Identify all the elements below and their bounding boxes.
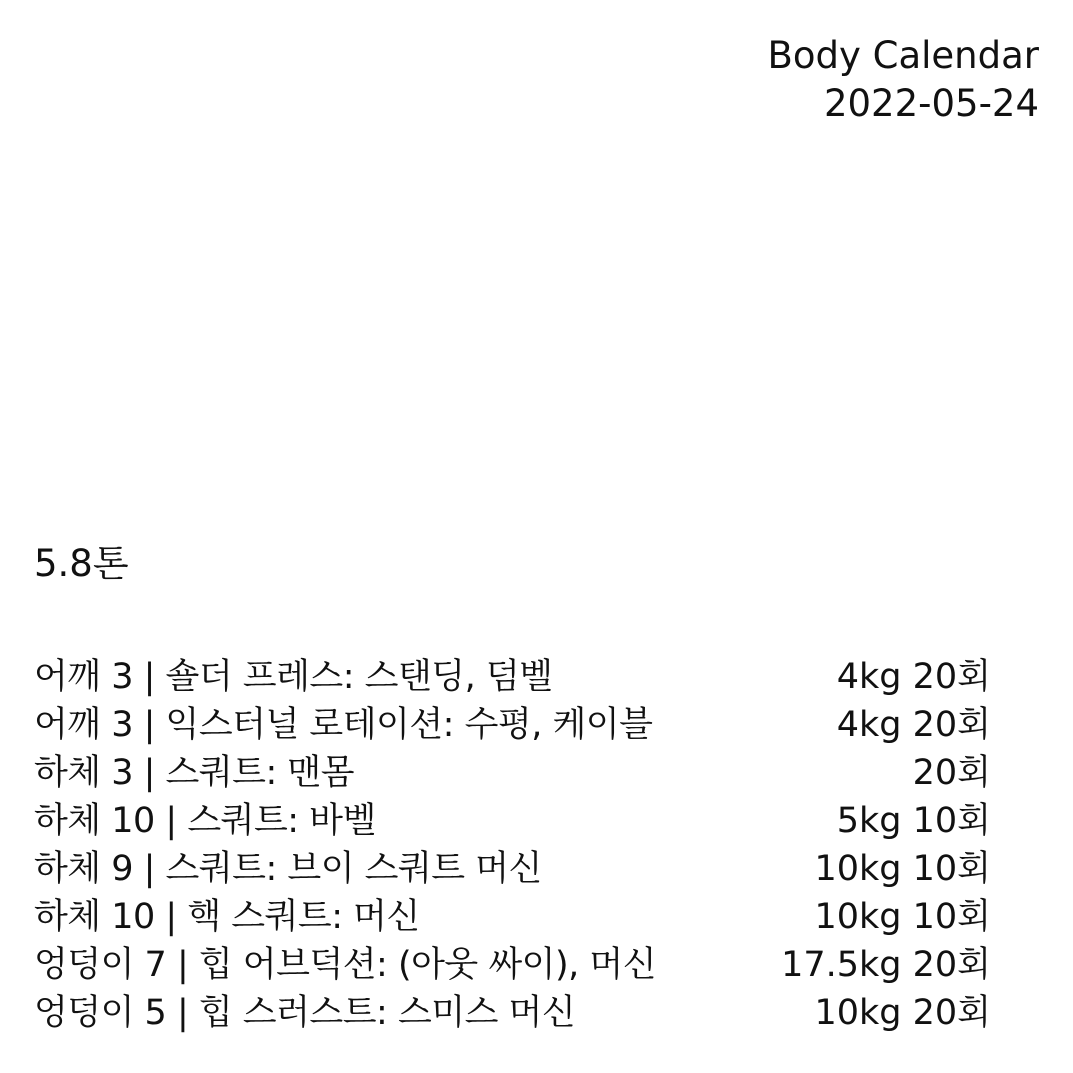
exercise-name: 엉덩이 7 | 힙 어브덕션: (아웃 싸이), 머신 [34, 945, 657, 985]
exercise-amount: 17.5kg 20회 [781, 945, 991, 985]
exercise-amount: 20회 [912, 753, 991, 793]
exercise-amount: 10kg 20회 [814, 993, 991, 1033]
workout-date: 2022-05-24 [823, 82, 1039, 125]
exercise-name: 하체 10 | 핵 스쿼트: 머신 [34, 897, 420, 937]
exercise-name: 어깨 3 | 숄더 프레스: 스탠딩, 덤벨 [34, 657, 553, 697]
exercise-name: 엉덩이 5 | 힙 스러스트: 스미스 머신 [34, 993, 576, 1033]
exercise-row [34, 653, 991, 701]
app-title: Body Calendar [767, 34, 1039, 77]
total-volume: 5.8톤 [34, 542, 129, 585]
exercise-row [34, 797, 991, 845]
exercise-name: 어깨 3 | 익스터널 로테이션: 수평, 케이블 [34, 705, 653, 745]
exercise-amount: 10kg 10회 [814, 849, 991, 889]
exercise-amount: 4kg 20회 [836, 657, 991, 697]
exercise-row [34, 941, 991, 989]
exercise-name: 하체 9 | 스쿼트: 브이 스쿼트 머신 [34, 849, 542, 889]
exercise-name: 하체 3 | 스쿼트: 맨몸 [34, 753, 355, 793]
exercise-list [34, 653, 991, 1037]
exercise-row [34, 845, 991, 893]
header [767, 32, 1039, 128]
exercise-amount: 10kg 10회 [814, 897, 991, 937]
exercise-row [34, 989, 991, 1037]
exercise-row [34, 893, 991, 941]
exercise-row [34, 749, 991, 797]
exercise-amount: 4kg 20회 [836, 705, 991, 745]
exercise-row [34, 701, 991, 749]
exercise-amount: 5kg 10회 [836, 801, 991, 841]
exercise-name: 하체 10 | 스쿼트: 바벨 [34, 801, 376, 841]
